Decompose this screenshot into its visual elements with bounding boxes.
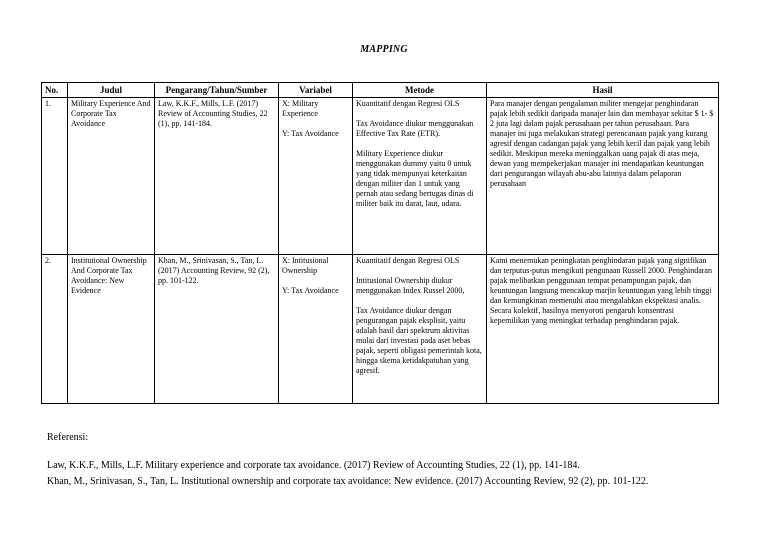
header-no: No. [42, 83, 68, 98]
table-row [42, 255, 719, 404]
cell-judul: Military Experience And Corporate Tax Avoidance [68, 98, 155, 255]
metode-measure-x: Intitusional Ownership diukur menggunakan Index Russel 2000, [356, 276, 465, 295]
reference-item: Law, K.K.F., Mills, L.F. Military experience and corporate tax avoidance. (2017) Review of Accounting Studies, 22 (1), pp. 141-184. [47, 460, 580, 471]
cell-pengarang: Law, K.K.F., Mills, L.F. (2017) Review of Accounting Studies, 22 (1), pp. 141-184. [155, 98, 279, 255]
variabel-x: X: Military Experience [282, 99, 319, 118]
variabel-y: Y: Tax Avoidance [282, 129, 339, 138]
cell-hasil: Para manajer dengan pengalaman militer mengejar penghindaran pajak lebih sedikit daripada manajer lain dan membayar sekitar $ 1- $ 2 juta lagi dalam pajak perusahaan per tahun perusahaan. Para manajer ini juga melakukan strategi perencanaan pajak yang kurang agresif dengan cadangan pajak yang lebih kecil dan pajak yang lebih sedikit. Meskipun mereka meninggalkan uang pajak di atas meja, dewan yang mempekerjakan manajer ini mendapatkan keuntungan dari pengurangan wilayah abu-abu lainnya dalam pelaporan perusahaan [487, 98, 719, 255]
metode-method: Kuantitatif dengan Regresi OLS [356, 256, 460, 265]
metode-measure-x: Military Experience diukur menggunakan dummy yaitu 0 untuk yang tidak mempunyai keterkaitan dengan militer dan 1 untuk yang pernah atau sedang bertugas dinas di militer baik itu darat, laut, udara. [356, 149, 474, 208]
header-judul: Judul [68, 83, 155, 98]
cell-metode [353, 255, 487, 404]
cell-pengarang: Khan, M., Srinivasan, S., Tan, L. (2017) Accounting Review, 92 (2), pp. 101-122. [155, 255, 279, 404]
header-pengarang: Pengarang/Tahun/Sumber [155, 83, 279, 98]
metode-method: Kuantitatif dengan Regresi OLS [356, 99, 460, 108]
variabel-y: Y: Tax Avoidance [282, 286, 339, 295]
document-title: MAPPING [360, 44, 408, 55]
cell-no: 2. [42, 255, 68, 404]
mapping-table [41, 82, 719, 404]
reference-item: Khan, M., Srinivasan, S., Tan, L. Institutional ownership and corporate tax avoidance: New evidence. (2017) Accounting Review, 92 (2), pp. 101-122. [47, 476, 649, 487]
cell-variabel [279, 98, 353, 255]
table-header-row [42, 83, 719, 98]
metode-measure-y: Tax Avoidance diukur dengan pengurangan pajak eksplisit, yaitu adalah hasil dari spektrum aktivitas mulai dari investasi pada aset bebas pajak, seperti obligasi pemerintah kota, hingga skema ketidakpatuhan yang agresif. [356, 306, 482, 375]
references-heading: Referensi: [47, 432, 89, 443]
header-variabel: Variabel [279, 83, 353, 98]
cell-variabel [279, 255, 353, 404]
variabel-x: X: Intitusional Ownership [282, 256, 329, 275]
table-row [42, 98, 719, 255]
header-metode: Metode [353, 83, 487, 98]
cell-metode [353, 98, 487, 255]
header-hasil: Hasil [487, 83, 719, 98]
metode-measure-y: Tax Avoidance diukur menggunakan Effective Tax Rate (ETR). [356, 119, 474, 138]
cell-no: 1. [42, 98, 68, 255]
cell-hasil: Kami menemukan peningkatan penghindaran pajak yang signifikan dan terputus-putus mengikuti pengunaan Russell 2000. Penghindaran pajak melibatkan penggunaan tempat penampungan pajak, dan keuntungan langsung mencakup marjin keuntungan yang lebih tinggi dan kemungkinan memenuhi atau mengalahkan ekspektasi analis. Secara kolektif, hasilnya menyoroti pengaruh konsentrasi kepemilikan yang meningkat terhadap penghindaran pajak. [487, 255, 719, 404]
cell-judul: Institutional Ownership And Corporate Tax Avoidance: New Evidence [68, 255, 155, 404]
